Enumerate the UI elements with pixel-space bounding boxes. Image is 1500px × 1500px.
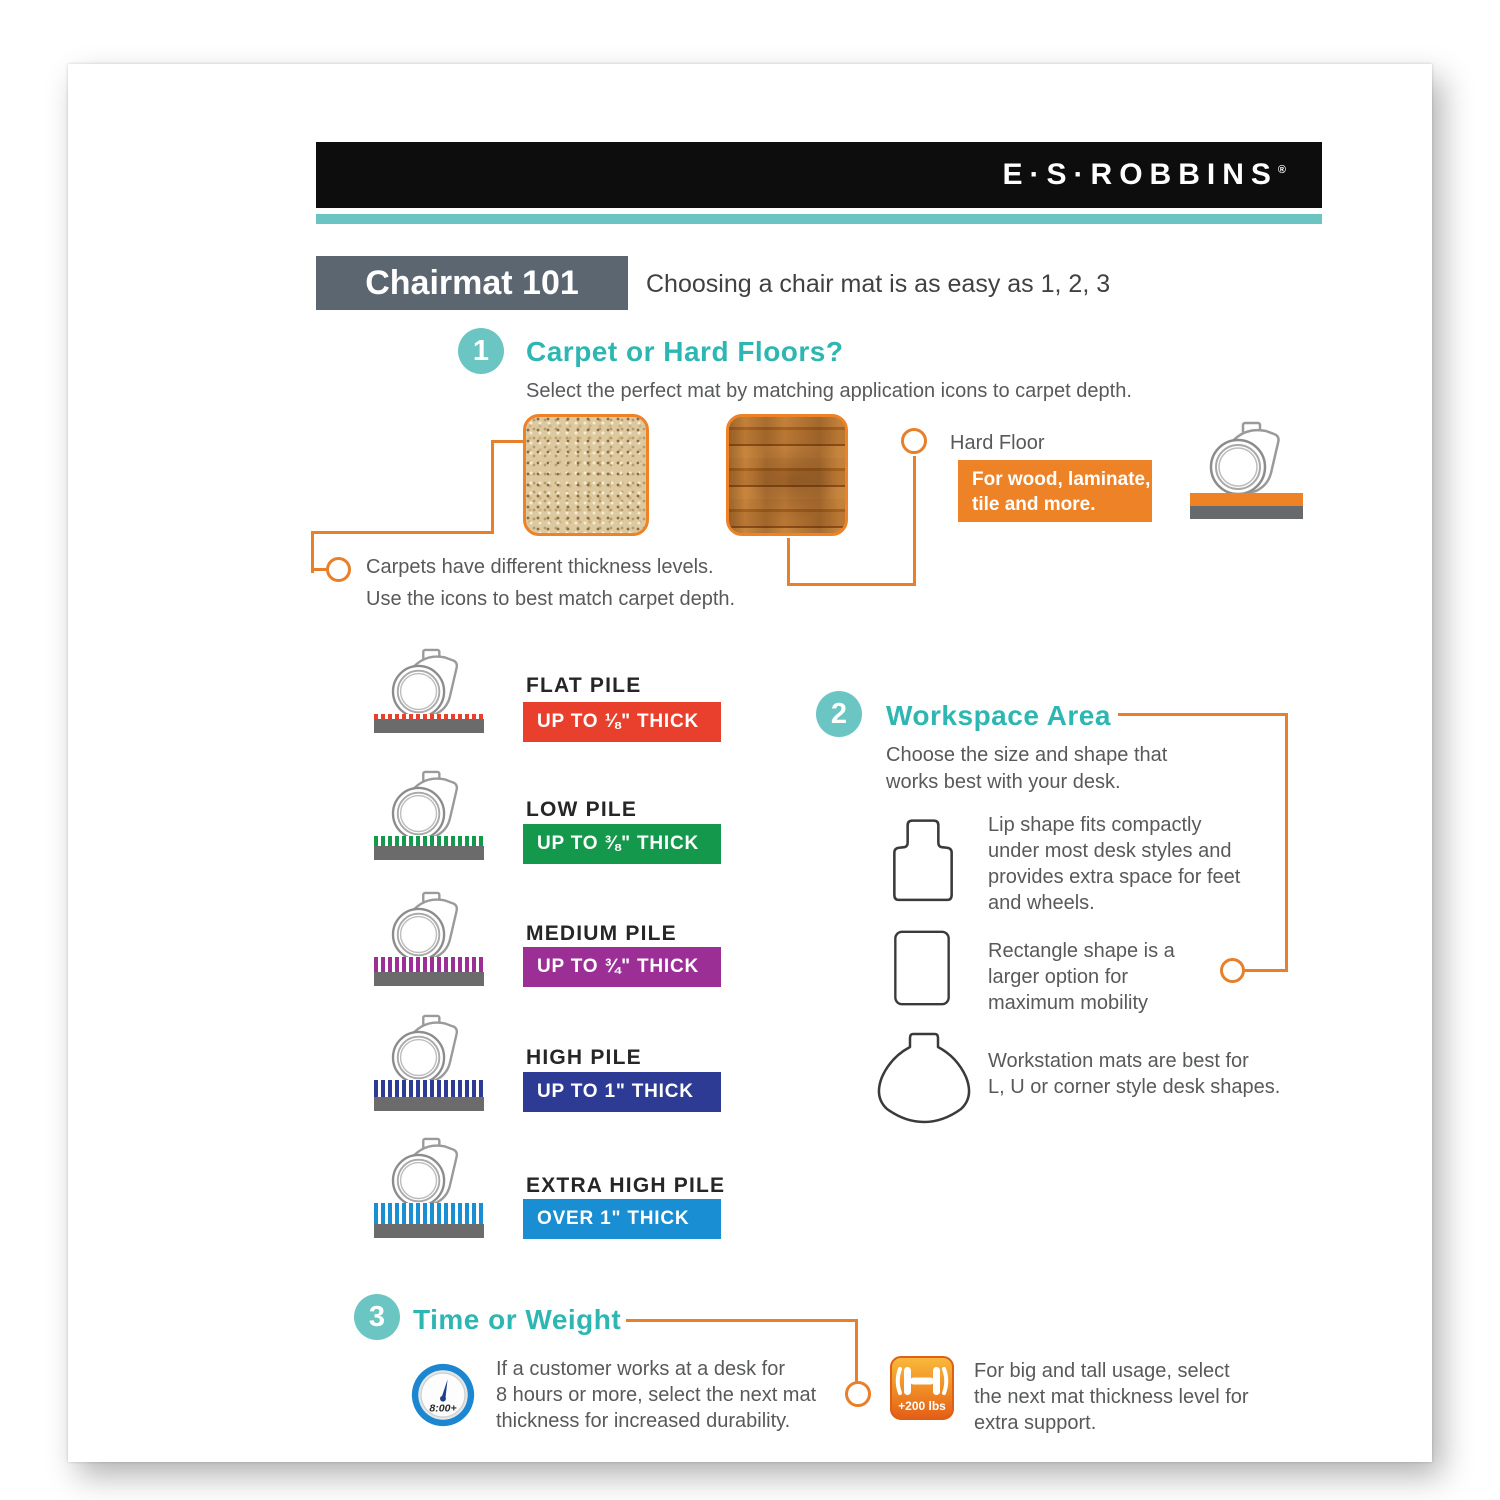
rectangle-shape-text-line: Rectangle shape is a xyxy=(988,940,1175,962)
pile-strip-extra-high xyxy=(374,1203,484,1224)
brand-logo-text: E·S·ROBBINS xyxy=(1002,158,1278,191)
pile-name: MEDIUM PILE xyxy=(526,922,677,945)
caster-wheel-icon xyxy=(380,648,476,718)
workspace-connector-line xyxy=(1118,713,1288,716)
step2-badge: 2 xyxy=(816,691,862,737)
weight-text-line: the next mat thickness level for xyxy=(974,1386,1249,1408)
pile-thickness-badge: OVER 1" THICK xyxy=(523,1199,721,1239)
page-tagline: Choosing a chair mat is as easy as 1, 2, 3 xyxy=(646,270,1111,298)
carpet-connector-line xyxy=(491,440,524,443)
registered-mark: ® xyxy=(1277,164,1286,176)
page-sheet xyxy=(68,64,1432,1462)
carpet-connector-line xyxy=(311,531,314,573)
caster-wheel-icon xyxy=(380,770,476,840)
lip-shape-text-line: Lip shape fits compactly xyxy=(988,814,1202,836)
pile-name: LOW PILE xyxy=(526,798,638,821)
workspace-connector-line xyxy=(1244,969,1288,972)
weight-text-line: extra support. xyxy=(974,1412,1097,1434)
pile-base-high xyxy=(374,1097,484,1111)
workstation-shape-text-line: L, U or corner style desk shapes. xyxy=(988,1076,1281,1098)
rectangle-shape-text-line: maximum mobility xyxy=(988,992,1149,1014)
time-text-line: 8 hours or more, select the next mat xyxy=(496,1384,817,1406)
hardfloor-note-line2: tile and more. xyxy=(972,494,1096,515)
page-title: Chairmat 101 xyxy=(316,256,628,310)
hardfloor-connector-line xyxy=(787,538,790,586)
time-weight-connector-node xyxy=(845,1381,871,1407)
carpet-swatch-image xyxy=(523,414,649,536)
step1-badge: 1 xyxy=(458,328,504,374)
weight-200lbs-icon xyxy=(890,1356,954,1420)
pile-name: EXTRA HIGH PILE xyxy=(526,1174,726,1197)
brand-logo xyxy=(1003,158,1286,192)
pile-strip-high xyxy=(374,1080,484,1097)
hardfloor-connector-line xyxy=(787,583,916,586)
caster-wheel-icon xyxy=(380,1137,476,1207)
carpet-note-line2: Use the icons to best match carpet depth. xyxy=(366,588,736,610)
teal-stripe xyxy=(316,214,1322,224)
wood-floor-swatch-image xyxy=(726,414,848,536)
step1-description: Select the perfect mat by matching application icons to carpet depth. xyxy=(526,380,1132,402)
step3-heading: Time or Weight xyxy=(413,1304,622,1335)
time-weight-connector-line xyxy=(855,1319,858,1383)
brand-bar xyxy=(316,142,1322,208)
hardfloor-connector-line xyxy=(913,456,916,586)
time-text-line: thickness for increased durability. xyxy=(496,1410,791,1432)
lip-shape-icon xyxy=(890,816,956,904)
pile-strip-medium xyxy=(374,957,484,972)
carpet-connector-line xyxy=(311,531,494,534)
lip-shape-text-line: under most desk styles and xyxy=(988,840,1232,862)
clock-8-hours-icon xyxy=(410,1362,476,1428)
pile-base-low xyxy=(374,846,484,860)
workspace-connector-node xyxy=(1220,958,1245,983)
time-weight-connector-line xyxy=(626,1319,858,1322)
pile-thickness-badge: UP TO ⅛" THICK xyxy=(523,702,721,742)
hardfloor-surface-strip xyxy=(1190,493,1303,506)
carpet-note-line1: Carpets have different thickness levels. xyxy=(366,556,714,578)
carpet-connector-line xyxy=(491,440,494,534)
workspace-connector-line xyxy=(1285,713,1288,972)
step2-description-line1: Choose the size and shape that xyxy=(886,744,1168,766)
caster-wheel-icon xyxy=(380,1014,476,1084)
dumbbell-glyph xyxy=(892,1362,952,1400)
step2-description-line2: works best with your desk. xyxy=(886,771,1121,793)
pile-thickness-badge: UP TO ⅜" THICK xyxy=(523,824,721,864)
caster-wheel-icon xyxy=(380,891,476,961)
workstation-shape-icon xyxy=(868,1030,980,1126)
pile-strip-low xyxy=(374,836,484,846)
hardfloor-label: Hard Floor xyxy=(950,432,1045,454)
weight-text-line: For big and tall usage, select xyxy=(974,1360,1230,1382)
rectangle-shape-icon xyxy=(890,928,954,1008)
hardfloor-base-strip xyxy=(1190,506,1303,519)
pile-thickness-badge: UP TO 1" THICK xyxy=(523,1072,721,1112)
pile-base-medium xyxy=(374,972,484,986)
rectangle-shape-text-line: larger option for xyxy=(988,966,1129,988)
pile-thickness-badge: UP TO ¾" THICK xyxy=(523,947,721,987)
hardfloor-connector-node xyxy=(901,428,927,454)
time-text-line: If a customer works at a desk for xyxy=(496,1358,785,1380)
step1-heading: Carpet or Hard Floors? xyxy=(526,336,844,367)
pile-name: FLAT PILE xyxy=(526,674,642,697)
pile-name: HIGH PILE xyxy=(526,1046,642,1069)
pile-base-flat xyxy=(374,719,484,733)
hardfloor-note-box xyxy=(958,460,1152,522)
step3-badge: 3 xyxy=(354,1294,400,1340)
pile-base-extra-high xyxy=(374,1224,484,1238)
workstation-shape-text-line: Workstation mats are best for xyxy=(988,1050,1249,1072)
caster-wheel-icon xyxy=(1196,421,1300,495)
lip-shape-text-line: provides extra space for feet xyxy=(988,866,1241,888)
weight-icon-label: +200 lbs xyxy=(898,1399,946,1413)
carpet-connector-node xyxy=(326,557,351,582)
lip-shape-text-line: and wheels. xyxy=(988,892,1095,914)
step2-heading: Workspace Area xyxy=(886,700,1111,731)
hardfloor-note-line1: For wood, laminate, xyxy=(972,469,1151,490)
svg-text:8:00+: 8:00+ xyxy=(429,1402,457,1415)
